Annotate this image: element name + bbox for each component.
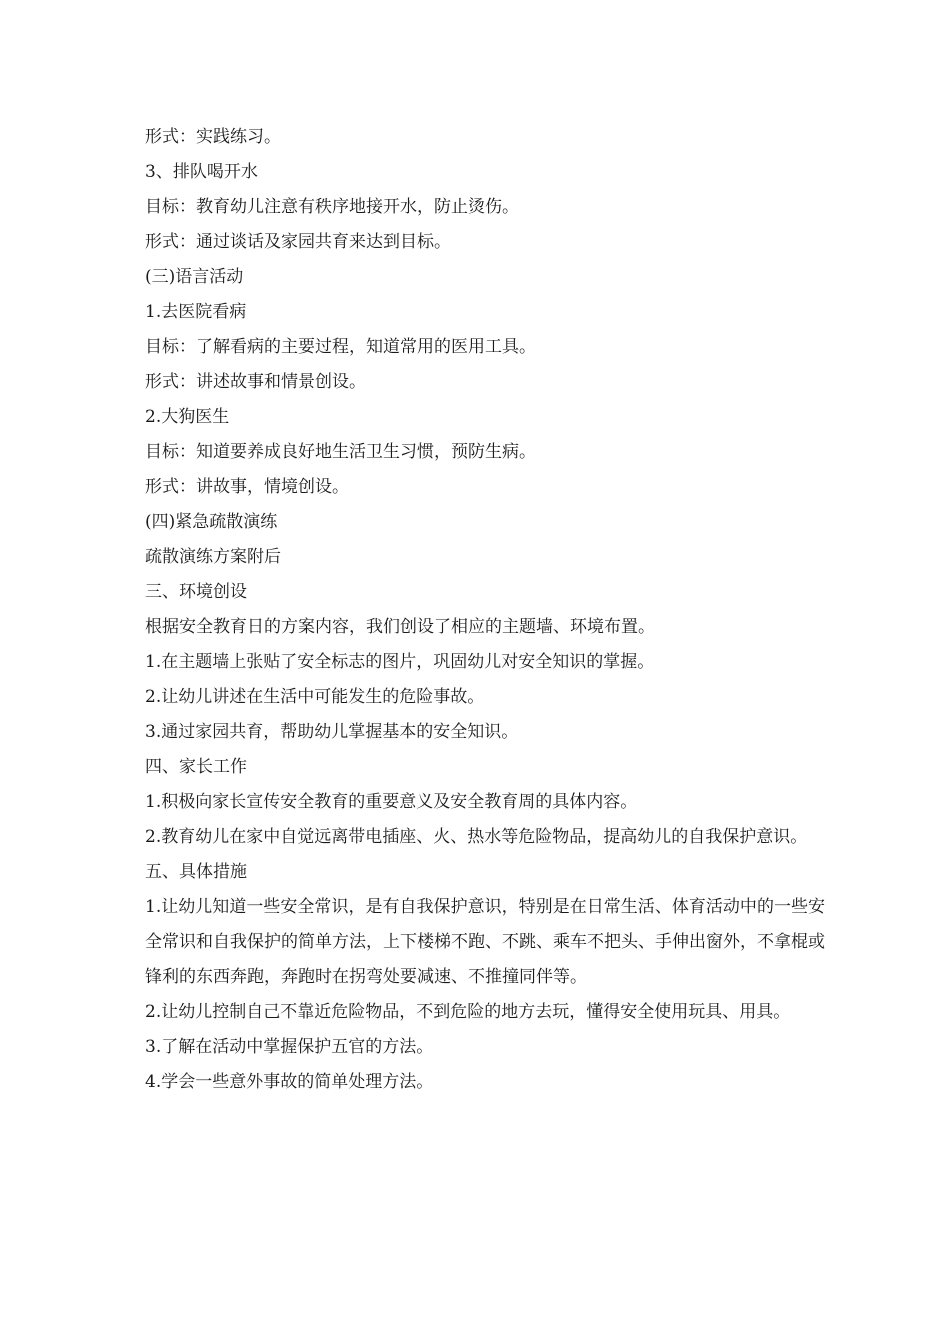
document-page bbox=[145, 120, 825, 1100]
text-line: 4.学会一些意外事故的简单处理方法。 bbox=[145, 1072, 434, 1092]
subsection-heading: (三)语言活动 bbox=[145, 267, 244, 287]
subsection-heading: (四)紧急疏散演练 bbox=[145, 512, 278, 532]
text-line: 目标：了解看病的主要过程，知道常用的医用工具。 bbox=[145, 337, 536, 357]
text-line: 形式：讲述故事和情景创设。 bbox=[145, 372, 366, 392]
text-line: 2.让幼儿讲述在生活中可能发生的危险事故。 bbox=[145, 687, 485, 707]
text-paragraph: 2.让幼儿控制自己不靠近危险物品，不到危险的地方去玩，懂得安全使用玩具、用具。 bbox=[145, 1002, 791, 1022]
section-item-heading: 3、排队喝开水 bbox=[145, 162, 258, 182]
text-paragraph: 2.教育幼儿在家中自觉远离带电插座、火、热水等危险物品，提高幼儿的自我保护意识。 bbox=[145, 827, 808, 847]
text-line: 1.积极向家长宣传安全教育的重要意义及安全教育周的具体内容。 bbox=[145, 792, 638, 812]
text-line: 1.在主题墙上张贴了安全标志的图片，巩固幼儿对安全知识的掌握。 bbox=[145, 652, 655, 672]
section-item-heading: 2.大狗医生 bbox=[145, 407, 230, 427]
section-heading: 三、环境创设 bbox=[145, 582, 247, 602]
text-line: 疏散演练方案附后 bbox=[145, 547, 281, 567]
text-line: 形式：实践练习。 bbox=[145, 127, 281, 147]
section-item-heading: 1.去医院看病 bbox=[145, 302, 247, 322]
text-paragraph: 1.让幼儿知道一些安全常识，是有自我保护意识，特别是在日常生活、体育活动中的一些安全常识和自我保护的简单方法，上下楼梯不跑、不跳、乘车不把头、手伸出窗外，不拿棍或锋利的东西奔跑，奔跑时在拐弯处要减速、不推撞同伴等。 bbox=[145, 897, 825, 987]
text-line: 形式：讲故事，情境创设。 bbox=[145, 477, 349, 497]
section-heading: 五、具体措施 bbox=[145, 862, 247, 882]
text-line: 形式：通过谈话及家园共育来达到目标。 bbox=[145, 232, 451, 252]
section-heading: 四、家长工作 bbox=[145, 757, 247, 777]
text-line: 目标：知道要养成良好地生活卫生习惯，预防生病。 bbox=[145, 442, 536, 462]
text-line: 3.通过家园共育，帮助幼儿掌握基本的安全知识。 bbox=[145, 722, 519, 742]
text-line: 3.了解在活动中掌握保护五官的方法。 bbox=[145, 1037, 434, 1057]
text-line: 根据安全教育日的方案内容，我们创设了相应的主题墙、环境布置。 bbox=[145, 617, 655, 637]
text-line: 目标：教育幼儿注意有秩序地接开水，防止烫伤。 bbox=[145, 197, 519, 217]
